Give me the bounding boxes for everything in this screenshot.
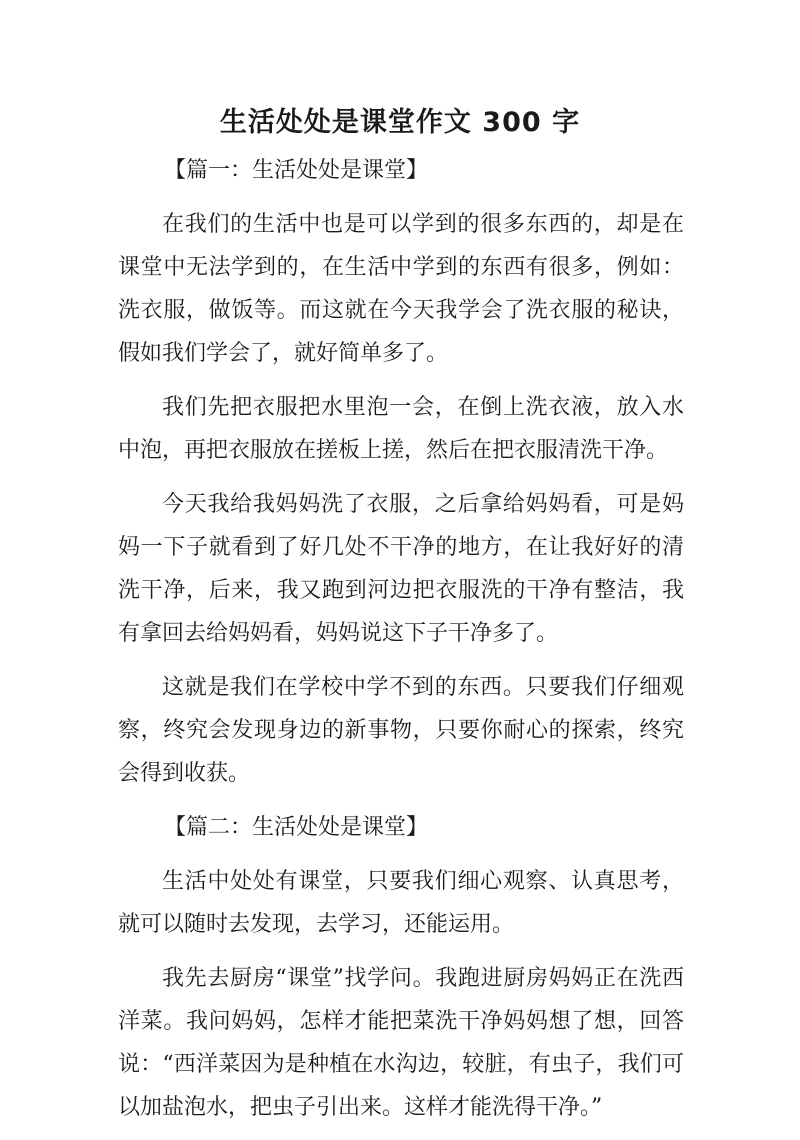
section-heading-1: 【篇一：生活处处是课堂】 — [164, 158, 429, 183]
paragraph: 生活中处处有课堂，只要我们细心观察、认真思考，就可以随时去发现，去学习，还能运用。 — [118, 869, 684, 937]
section-heading-2: 【篇二：生活处处是课堂】 — [164, 815, 429, 840]
document-title: 生活处处是课堂作文 300 字 — [219, 107, 581, 138]
paragraph: 这就是我们在学校中学不到的东西。只要我们仔细观察，终究会发现身边的新事物，只要你耐心的探索，终究会得到收获。 — [118, 675, 684, 786]
paragraph: 我先去厨房“课堂”找学问。我跑进厨房妈妈正在洗西洋菜。我问妈妈，怎样才能把菜洗干净妈妈想了想，回答说：“西洋菜因为是种植在水沟边，较脏，有虫子，我们可以加盐泡水，把虫子引出来。这样才能洗得干净。” — [118, 966, 684, 1120]
paragraph: 在我们的生活中也是可以学到的很多东西的，却是在课堂中无法学到的，在生活中学到的东西有很多，例如：洗衣服，做饭等。而这就在今天我学会了洗衣服的秘诀，假如我们学会了，就好简单多了。 — [118, 212, 684, 366]
document-body — [118, 149, 684, 1140]
paragraph: 我们先把衣服把水里泡一会，在倒上洗衣液，放入水中泡，再把衣服放在搓板上搓，然后在把衣服清洗干净。 — [118, 395, 684, 463]
paragraph: 今天我给我妈妈洗了衣服，之后拿给妈妈看，可是妈妈一下子就看到了好几处不干净的地方，在让我好好的清洗干净，后来，我又跑到河边把衣服洗的干净有整洁，我有拿回去给妈妈看，妈妈说这下子干净多了。 — [118, 492, 684, 646]
